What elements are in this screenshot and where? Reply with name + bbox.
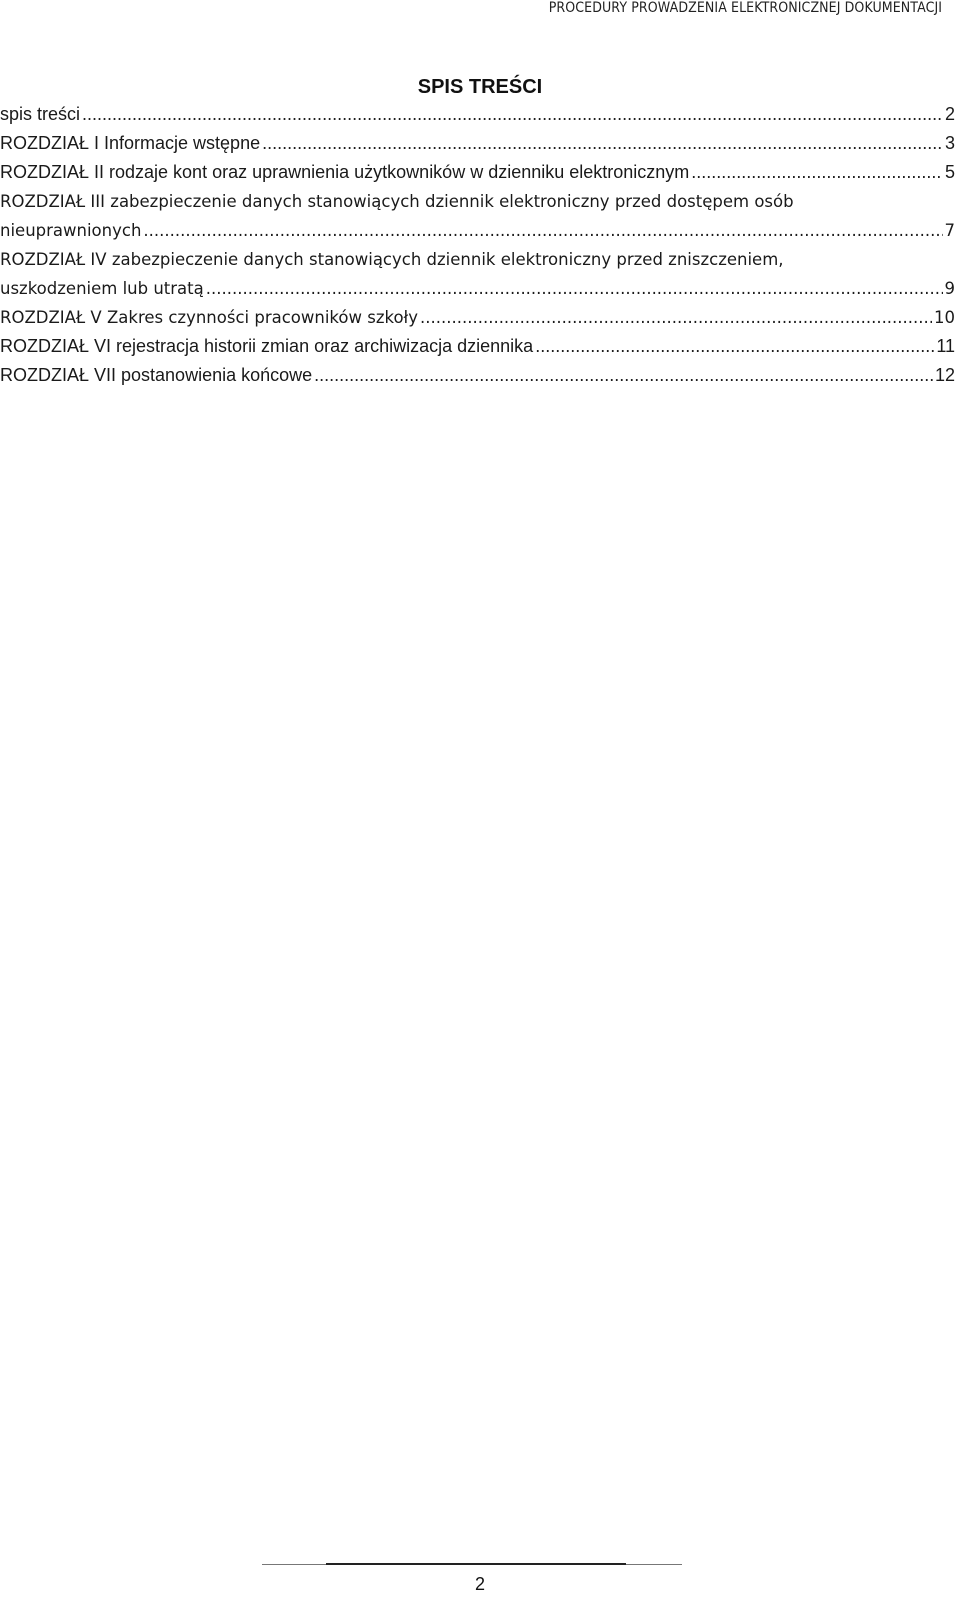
toc-entry-page: 5: [944, 162, 955, 182]
toc-leader-dots: [206, 274, 943, 303]
toc-entry-page: 10: [934, 308, 955, 327]
toc-entry-spis-tresci[interactable]: [0, 100, 955, 129]
toc-entry-page: 3: [944, 133, 955, 153]
toc-entry-title-line1: ROZDZIAŁ III zabezpieczenie danych stanowiących dziennik elektroniczny przed dostępem osób: [0, 192, 794, 211]
page-number: 2: [474, 1574, 485, 1594]
toc-entry-rozdzial-1[interactable]: [0, 129, 955, 158]
toc-entry-rozdzial-4[interactable]: [0, 245, 955, 303]
running-header: PROCEDURY PROWADZENIA ELEKTRONICZNEJ DOKUMENTACJI: [548, 0, 942, 16]
toc-entry-page: 2: [944, 104, 955, 124]
toc-title: SPIS TREŚCI: [417, 76, 543, 98]
toc-entry-rozdzial-7[interactable]: [0, 361, 955, 390]
toc-entry-title-line1: ROZDZIAŁ IV zabezpieczenie danych stanowiących dziennik elektroniczny przed zniszczeniem,: [0, 250, 784, 269]
toc-leader-dots: [262, 129, 943, 158]
toc-entry-title: ROZDZIAŁ VII postanowienia końcowe: [0, 365, 313, 385]
toc-entry-page: 11: [936, 336, 955, 356]
table-of-contents: [0, 100, 955, 390]
toc-entry-rozdzial-6[interactable]: [0, 332, 955, 361]
toc-entry-title-line2: uszkodzeniem lub utratą: [0, 279, 204, 298]
toc-leader-dots: [314, 361, 933, 390]
toc-leader-dots: [420, 303, 932, 332]
toc-entry-rozdzial-2[interactable]: [0, 158, 955, 187]
toc-leader-dots: [535, 332, 934, 361]
toc-entry-page: 7: [944, 221, 955, 240]
toc-entry-rozdzial-5[interactable]: [0, 303, 955, 332]
toc-entry-rozdzial-3[interactable]: [0, 187, 955, 245]
toc-leader-dots: [82, 100, 943, 129]
toc-entry-title-line2: nieuprawnionych: [0, 221, 142, 240]
toc-leader-dots: [143, 216, 942, 245]
toc-entry-title: ROZDZIAŁ VI rejestracja historii zmian oraz archiwizacja dziennika: [0, 336, 534, 356]
toc-entry-page: 12: [934, 365, 955, 385]
toc-leader-dots: [691, 158, 943, 187]
toc-entry-title: ROZDZIAŁ V Zakres czynności pracowników szkoły: [0, 308, 419, 327]
footer-divider-accent: [326, 1563, 626, 1565]
toc-entry-page: 9: [944, 279, 955, 298]
toc-entry-title: ROZDZIAŁ II rodzaje kont oraz uprawnienia użytkowników w dzienniku elektronicznym: [0, 162, 690, 182]
toc-entry-title: ROZDZIAŁ I Informacje wstępne: [0, 133, 261, 153]
toc-entry-title: spis treści: [0, 104, 81, 124]
